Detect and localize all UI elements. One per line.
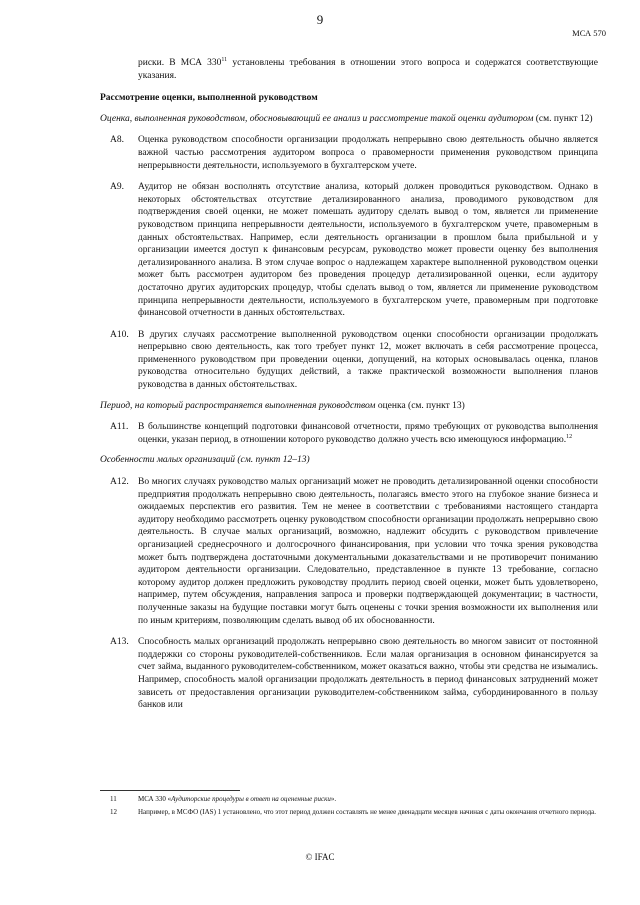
main-content <box>100 57 598 712</box>
footnotes <box>100 790 598 820</box>
subheading-assessment-period <box>100 400 598 413</box>
section-heading: Рассмотрение оценки, выполненной руководством <box>100 93 318 104</box>
footnote-ref-11[interactable]: 11 <box>221 56 228 63</box>
paragraph-a8 <box>100 134 598 172</box>
footnote-ref-12[interactable]: 12 <box>566 433 573 440</box>
paragraph-a11 <box>100 421 598 446</box>
paragraph-number: A11. <box>110 422 129 433</box>
paragraph-a13 <box>100 636 598 712</box>
standard-code: МСА 570 <box>572 28 606 38</box>
intro-text-before: риски. В МСА 330 <box>138 58 222 68</box>
paragraph-a12 <box>100 476 598 627</box>
subheading-italic: Особенности малых организаций (см. пункт 12–13) <box>100 455 310 466</box>
paragraph-text: Способность малых организаций продолжать непрерывно свою деятельность во многом зависит от постоянной поддержки со стороны руководителей-собственников. Если малая организация в основном финансируется за счет займа, выданного руководителем-собственником, может оказаться важно, чтобы эти средства не изымались. Например, способность малой организации продолжать деятельность в период финансовых затруднений может зависеть от предоставления организации руководителем-собственником займа, субординированного в пользу банков или <box>138 637 598 711</box>
page-number: 9 <box>316 12 324 27</box>
intro-text-after: установлены требования в отношении этого вопроса и содержатся соответствующие указания. <box>138 58 598 81</box>
intro-paragraph <box>138 57 598 82</box>
footnote-12 <box>100 808 598 818</box>
paragraph-number: A9. <box>110 182 124 193</box>
subheading-italic: Оценка, выполненная руководством, обосновывающий ее анализ и рассмотрение такой оценки аудитором <box>100 113 534 124</box>
subheading-small-entities <box>100 454 598 467</box>
footnote-text-before: МСА 330 « <box>138 795 172 803</box>
footnote-text-after: ». <box>330 795 337 803</box>
subheading-italic: Период, на который распространяется выполненная руководством <box>100 400 376 411</box>
subheading-management-assessment <box>100 113 598 126</box>
paragraph-number: A8. <box>110 135 124 146</box>
paragraph-body: В большинстве концепций подготовки финансовой отчетности, прямо требующих от руководства выполнения оценки, указан период, в отношении которого руководство должно учесть всю имеющуюся информацию. <box>138 422 598 445</box>
paragraph-number: A13. <box>110 637 129 648</box>
subheading-ref: (см. пункт 12) <box>533 113 593 124</box>
paragraph-a9 <box>100 181 598 320</box>
paragraph-number: A10. <box>110 329 129 340</box>
footnote-separator <box>100 790 240 791</box>
paragraph-a10 <box>100 329 598 392</box>
footer-copyright: © IFAC <box>305 852 335 862</box>
paragraph-text <box>138 421 598 446</box>
footnote-text: Например, в МСФО (IAS) 1 установлено, что этот период должен составлять не менее двенадцати месяцев начиная с даты окончания отчетного периода. <box>138 807 597 816</box>
footnote-11 <box>100 795 598 805</box>
paragraph-number: A12. <box>110 477 129 488</box>
paragraph-text: В других случаях рассмотрение выполненной руководством оценки способности организации продолжать непрерывно свою деятельность, как того требует пункт 12, может включать в себя рассмотрение процесса, примененного руководством при проведении оценки, допущений, на которых основывалась оценка, планов руководства относительно будущих действий, а также практической возможности выполнения планов руководства в данных обстоятельствах. <box>138 329 598 391</box>
footnote-mark: 12 <box>110 807 117 816</box>
paragraph-text: Во многих случаях руководство малых организаций может не проводить детализированной оценки способности предприятия продолжать непрерывно свою деятельность, полагаясь вместо этого на глубокое знание бизнеса и ожидаемых перспектив его развития. Тем не менее в соответствии с требованиями настоящего стандарта аудитору необходимо рассмотреть оценку руководством способности организации продолжать непрерывно свою деятельность. В случае малых организаций, возможно, надлежит обсудить с руководством привлечение организацией среднесрочного и долгосрочного финансирования, при условии что точка зрения руководства может быть подтверждена достаточными документальными доказательствами и не противоречит пониманию аудитором деятельности организации. Следовательно, представленное в пункте 13 требование, согласно которому аудитор должен предложить руководству продлить период своей оценки, может быть удовлетворено, например, путем обсуждения, направления запроса и проверки подтверждающей документации; в частности, полученные заказы на будущие поставки могут быть оценены с точки зрения возможности их выполнения или по иным критериям, позволяющим сделать вывод об их обоснованности. <box>138 477 598 626</box>
paragraph-text: Оценка руководством способности организации продолжать непрерывно свою деятельность обычно является важной частью рассмотрения аудитором вопроса о правомерности применения руководством принципа непрерывности деятельности, используемого в бухгалтерском учете. <box>138 135 598 171</box>
footnote-text <box>138 795 598 805</box>
subheading-ref: оценка (см. пункт 13) <box>375 400 465 411</box>
footnote-mark: 11 <box>110 795 117 803</box>
paragraph-text: Аудитор не обязан восполнять отсутствие анализа, который должен проводиться руководством. Однако в некоторых обстоятельствах отсутствие детализированного анализа, проводимого руководством для подтверждения своей оценки, не может помешать аудитору сделать вывод о том, является ли применение руководством принципа непрерывности деятельности, используемого в бухгалтерском учете, правомерным в данных обстоятельствах. Например, если деятельность организации в прошлом была прибыльной и у организации имеется доступ к финансовым ресурсам, руководство может провести оценку без выполнения детализированного анализа. В этом случае вопрос о надлежащем характере выполненной руководством оценки может быть рассмотрен аудитором без проведения процедур детализированной оценки, если аудитору достаточно других аудиторских процедур, чтобы сделать вывод о том, является ли применение руководством принципа непрерывности деятельности, используемого в бухгалтерском учете, правомерным при подготовке финансовой отчетности в данных обстоятельствах. <box>138 182 598 319</box>
footnote-title: Аудиторские процедуры в ответ на оцененные риски <box>171 795 331 803</box>
